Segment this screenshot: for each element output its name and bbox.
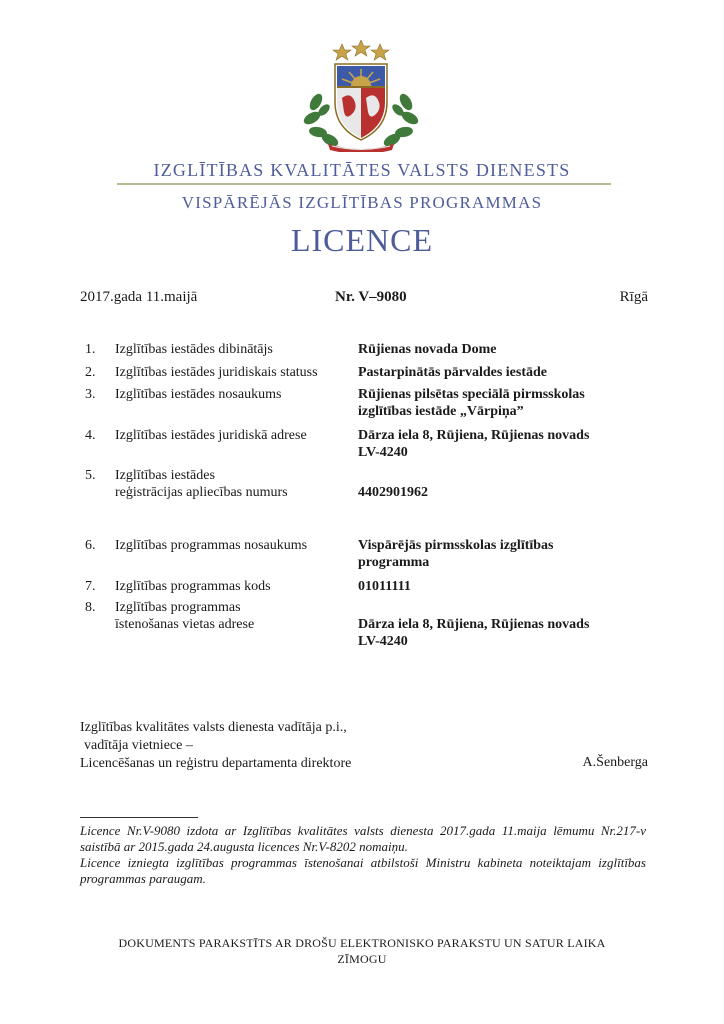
item-number: 8. [85, 600, 96, 615]
item-label: Izglītības iestādes nosaukums [115, 387, 282, 402]
item-value [358, 616, 648, 650]
item-value-line: Dārza iela 8, Rūjiena, Rūjienas novads [358, 428, 590, 443]
latvia-coat-of-arms-icon [302, 40, 420, 152]
item-number: 1. [85, 342, 96, 357]
signatory-line: Izglītības kvalitātes valsts dienesta vadītāja p.i., [80, 720, 347, 735]
footnote-paragraph: Licence Nr.V-9080 izdota ar Izglītības kvalitātes valsts dienesta 2017.gada 11.maija lēmumu Nr.217-v saistībā ar 2015.gada 24.augusta licences Nr.V-8202 nomaiņu. [80, 823, 646, 854]
item-label [115, 599, 350, 633]
item-number: 4. [85, 428, 96, 443]
item-label-line: īstenošanas vietas adrese [115, 617, 255, 632]
item-label: Izglītības programmas nosaukums [115, 538, 308, 553]
program-type: VISPĀRĒJĀS IZGLĪTĪBAS PROGRAMMAS [181, 193, 543, 212]
item-number: 5. [85, 468, 96, 483]
signatory-block [80, 719, 351, 773]
header-divider [117, 183, 611, 185]
notice-line: ZĪMOGU [337, 952, 387, 966]
item-value [358, 427, 648, 461]
item-value-line: Dārza iela 8, Rūjiena, Rūjienas novads [358, 617, 590, 632]
footnote-divider [80, 817, 198, 818]
item-value-line: LV-4240 [358, 634, 408, 649]
footnote-paragraph: Licence izniegta izglītības programmas īstenošanai atbilstoši Ministru kabineta noteiktajam izglītības programmas paraugam. [80, 855, 646, 886]
item-value [358, 537, 648, 571]
signatory-line: vadītāja vietniece – [84, 738, 193, 753]
notice-line: DOKUMENTS PARAKSTĪTS AR DROŠU ELEKTRONISKO PARAKSTU UN SATUR LAIKA [118, 936, 606, 950]
item-value [358, 386, 648, 420]
item-value-line: izglītības iestāde „Vārpiņa” [358, 404, 524, 419]
item-label: Izglītības iestādes juridiskā adrese [115, 428, 307, 443]
item-label: Izglītības programmas kods [115, 579, 271, 594]
item-number: 3. [85, 387, 96, 402]
issue-date: 2017.gada 11.maijā [80, 289, 198, 305]
item-label-line: reģistrācijas apliecības numurs [115, 485, 288, 500]
item-value-line: Rūjienas pilsētas speciālā pirmsskolas [358, 387, 585, 402]
item-number: 6. [85, 538, 96, 553]
item-value-line: programma [358, 555, 430, 570]
item-value: Rūjienas novada Dome [358, 342, 497, 357]
item-number: 7. [85, 579, 96, 594]
item-value: Pastarpinātās pārvaldes iestāde [358, 365, 547, 380]
issue-place: Rīgā [619, 289, 648, 305]
item-label: Izglītības iestādes juridiskais statuss [115, 365, 318, 380]
item-value-line: Vispārējās pirmsskolas izglītības [358, 538, 554, 553]
footnote [80, 823, 646, 887]
item-label: Izglītības iestādes dibinātājs [115, 342, 273, 357]
item-value: 01011111 [358, 579, 411, 594]
document-title: LICENCE [290, 222, 434, 258]
item-label-line: Izglītības iestādes [115, 468, 215, 483]
item-value: 4402901962 [358, 485, 428, 500]
item-label [115, 467, 350, 501]
item-value-line: LV-4240 [358, 445, 408, 460]
item-label-line: Izglītības programmas [115, 600, 241, 615]
licence-number: Nr. V–9080 [335, 289, 407, 305]
e-signature-notice [90, 935, 634, 967]
signatory-name: A.Šenberga [582, 755, 648, 770]
signatory-line: Licencēšanas un reģistru departamenta direktore [80, 756, 352, 771]
item-number: 2. [85, 365, 96, 380]
institution-name: IZGLĪTĪBAS KVALITĀTES VALSTS DIENESTS [153, 160, 571, 180]
